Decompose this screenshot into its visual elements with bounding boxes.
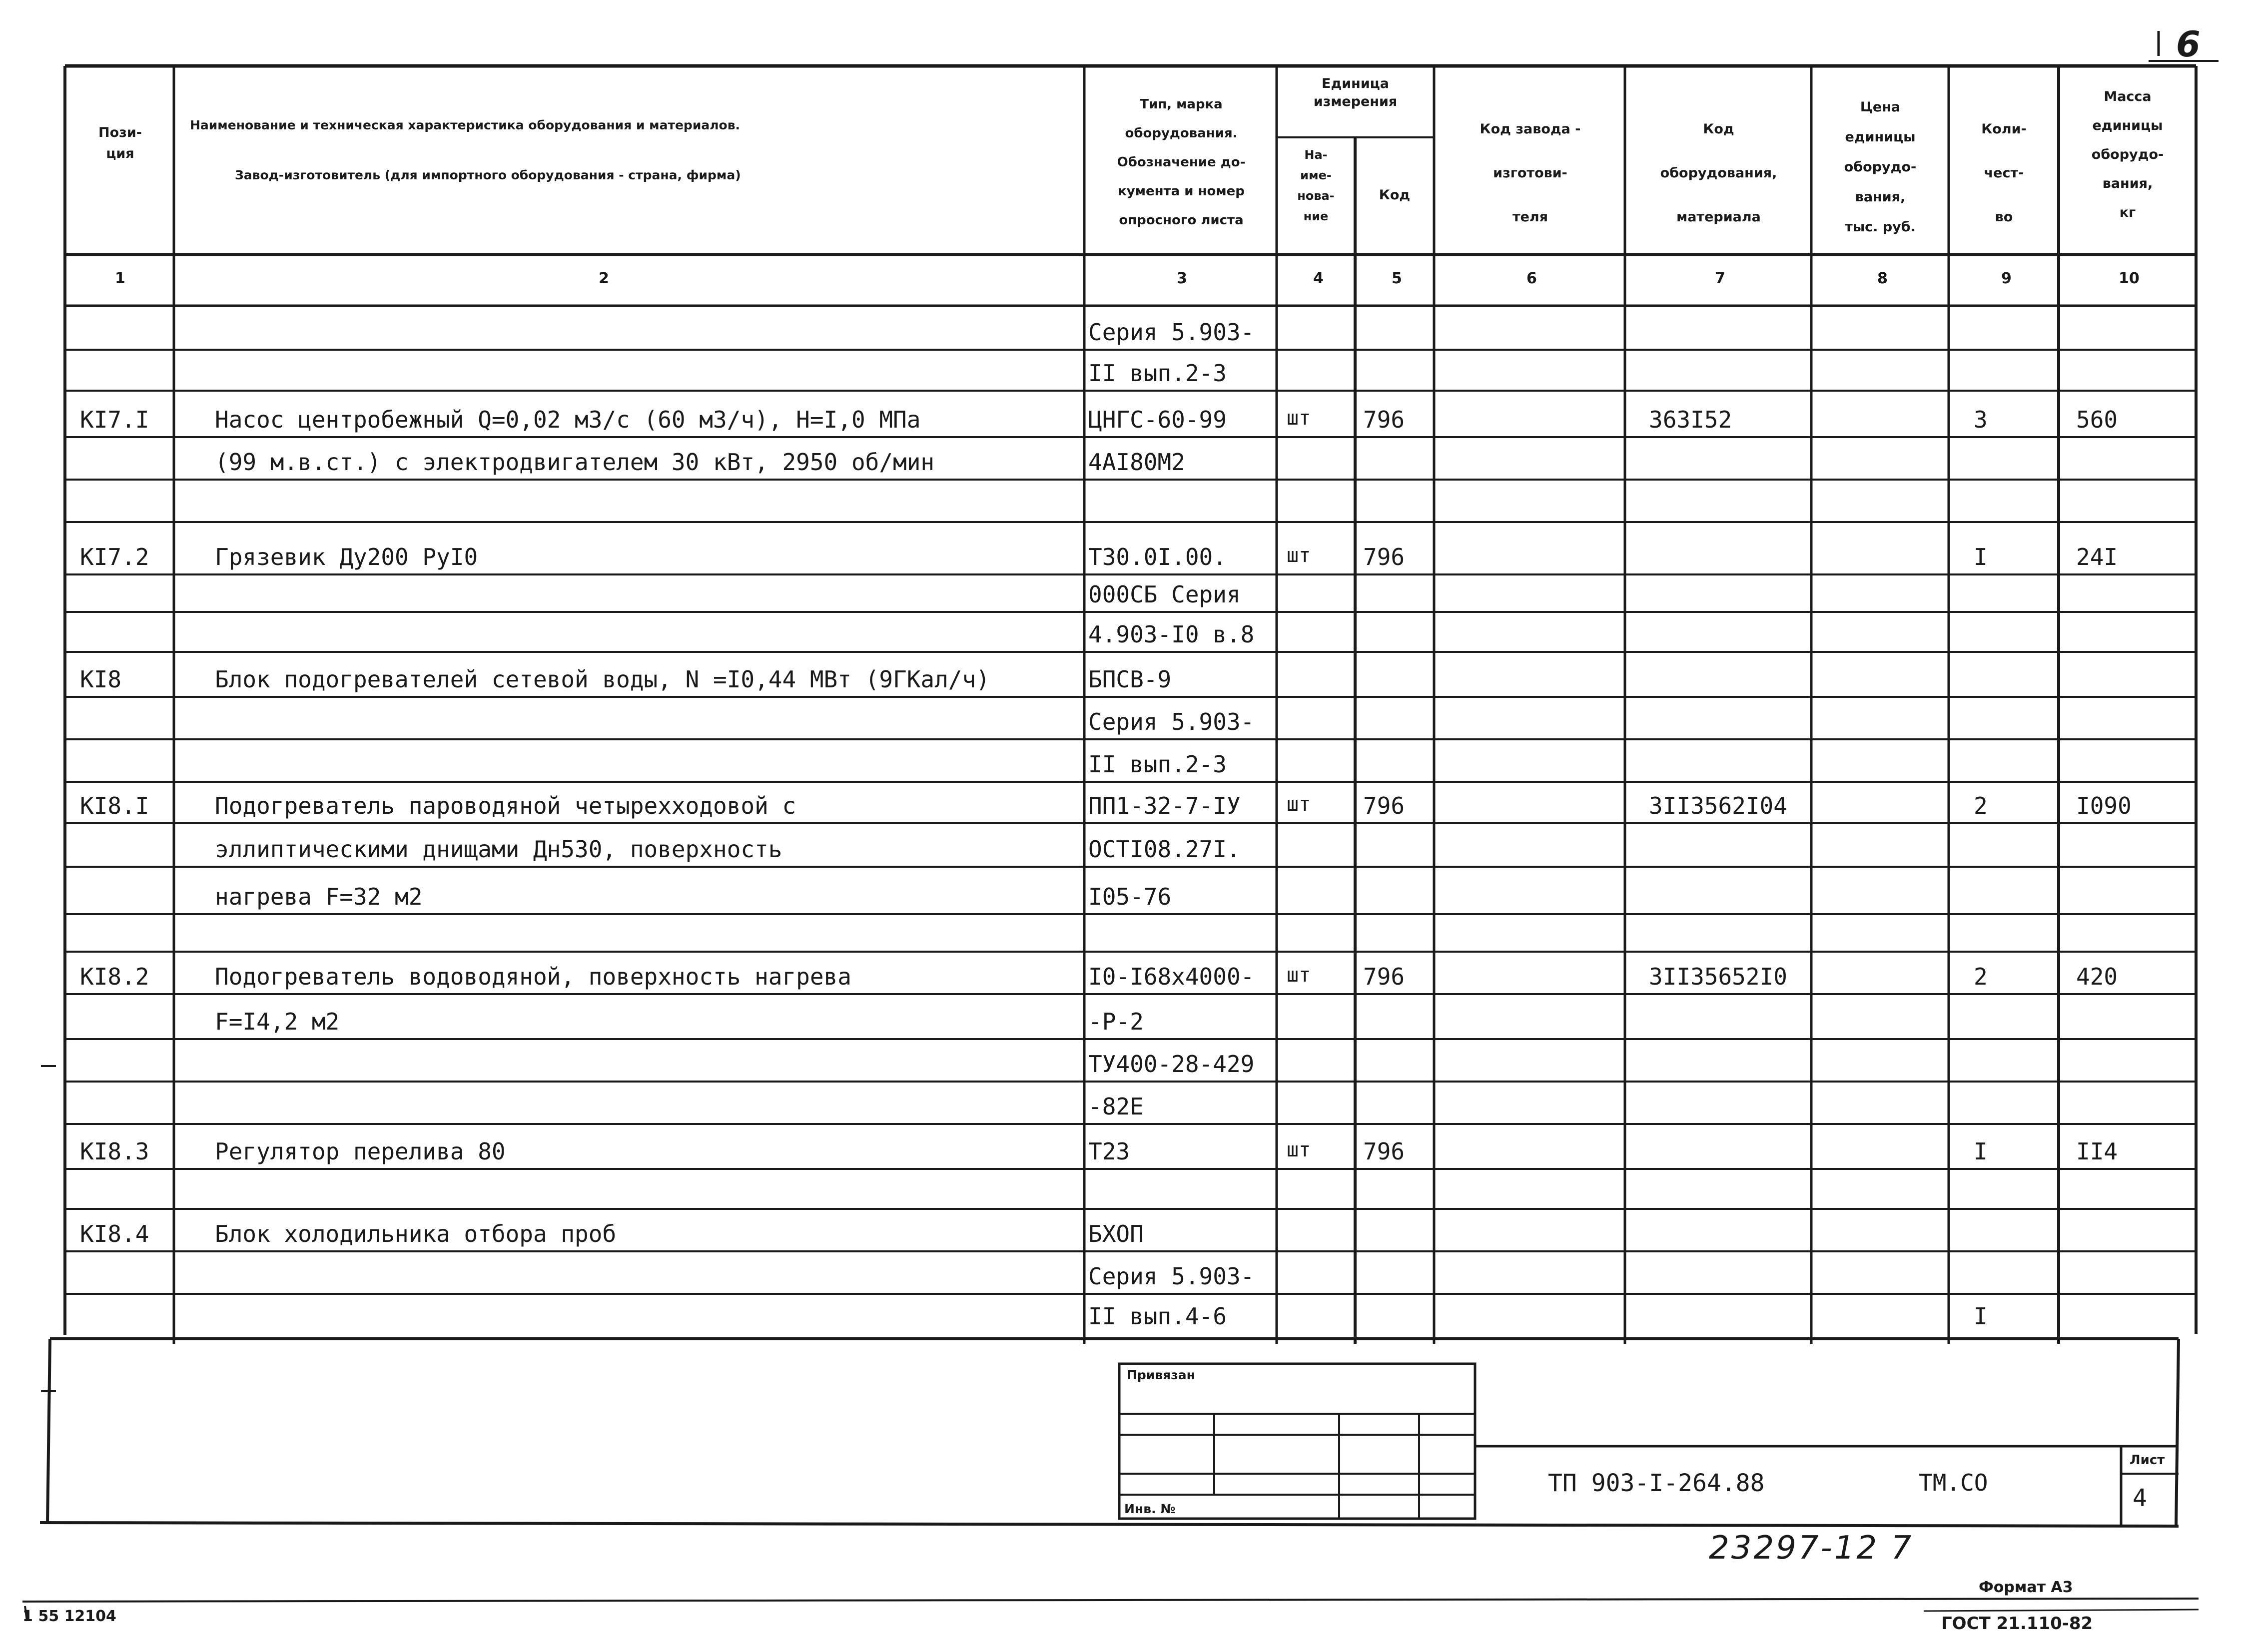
bottom-left-code: 1 55 12104 [22, 1608, 116, 1625]
header-col-equipment-code: Код оборудования, материала [1660, 121, 1777, 225]
col-number-4: 4 [1313, 270, 1324, 287]
cell-name: Блок холодильника отбора проб [215, 1220, 617, 1247]
col-number-8: 8 [1877, 270, 1888, 287]
col-number-3: 3 [1177, 270, 1187, 287]
stamp-privyazan: Привязан [1127, 1368, 1195, 1382]
handwritten-number: 23297-12 7 [1709, 1530, 1914, 1567]
cell-quantity: 3 [1974, 406, 1988, 433]
cell-type: -82Е [1088, 1093, 1144, 1120]
col-number-7: 7 [1715, 270, 1725, 287]
cell-type: Серия 5.903- [1088, 708, 1255, 735]
cell-type: 4.903-I0 в.8 [1088, 621, 1255, 648]
cell-mass: I090 [2076, 792, 2132, 819]
col-number-9: 9 [2001, 270, 2012, 287]
header-col-factory-code: Код завода - изготови- теля [1480, 121, 1581, 225]
cell-type: ЦНГС-60-99 [1088, 406, 1227, 433]
cell-type: Серия 5.903- [1088, 1263, 1255, 1290]
cell-position: KI8.3 [80, 1138, 149, 1165]
cell-equipment-code: 3II35652I0 [1649, 963, 1787, 990]
cell-equipment-code: 363I52 [1649, 406, 1732, 433]
cell-mass: 420 [2076, 963, 2118, 990]
header-col-mass: Масса единицы оборудо- вания, кг [2091, 89, 2164, 220]
cell-name: (99 м.в.ст.) с электродвигателем 30 кВт, 2950 об/мин [215, 449, 935, 476]
cell-position: KI8.2 [80, 963, 149, 990]
document-code: ТП 903-I-264.88 [1548, 1469, 1765, 1497]
cell-quantity: 2 [1974, 963, 1988, 990]
cell-type: Т30.0I.00. [1088, 544, 1227, 570]
header-col-name-line1: Наименование и техническая характеристика оборудования и материалов. [190, 118, 741, 132]
cell-position: KI7.I [80, 406, 149, 433]
cell-type: ТУ400-28-429 [1088, 1051, 1255, 1078]
cell-name: Регулятор перелива 80 [215, 1138, 506, 1165]
cell-quantity: I [1974, 1138, 1988, 1165]
cell-type: ПП1-32-7-IУ [1088, 792, 1241, 819]
cell-unit-code: 796 [1363, 544, 1405, 570]
cell-mass: II4 [2076, 1138, 2118, 1165]
cell-unit-code: 796 [1363, 963, 1405, 990]
format-label: Формат А3 [1979, 1579, 2073, 1596]
cell-type: -Р-2 [1088, 1008, 1144, 1035]
header-col-position: Пози- ция [98, 125, 142, 161]
cell-type: 4AI80M2 [1088, 449, 1185, 476]
cell-unit-code: 796 [1363, 1138, 1405, 1165]
cell-type: ОСТI08.27I. [1088, 836, 1241, 863]
cell-mass: 24I [2076, 544, 2118, 570]
header-col-type: Тип, марка оборудования. Обозначение до- кумента и номер опросного листа [1117, 97, 1246, 228]
document-mark: ТМ.СО [1919, 1469, 1988, 1496]
cell-equipment-code: 3II3562I04 [1649, 792, 1787, 819]
cell-position: KI8.I [80, 792, 149, 819]
cell-mass: 560 [2076, 406, 2118, 433]
header-col-quantity: Коли- чест- во [1981, 121, 2027, 225]
cell-name: Подогреватель водоводяной, поверхность нагрева [215, 963, 851, 990]
cell-unit: шт [1287, 1138, 1311, 1161]
cell-name: эллиптическими днищами Дн530, поверхность [215, 836, 782, 863]
cell-unit-code: 796 [1363, 792, 1405, 819]
cell-unit: шт [1287, 407, 1311, 430]
cell-type: II вып.2-3 [1088, 751, 1227, 778]
cell-type: II вып.2-3 [1088, 360, 1227, 387]
cell-type: I0-I68x4000- [1088, 963, 1255, 990]
cell-type: БПСВ-9 [1088, 666, 1172, 693]
cell-type: I05-76 [1088, 883, 1172, 910]
cell-type: БХОП [1088, 1220, 1144, 1247]
header-col-unit-group: Единица измерения [1313, 76, 1398, 109]
sheet-number: 4 [2133, 1484, 2147, 1512]
col-number-10: 10 [2119, 270, 2140, 287]
cell-position: KI8.4 [80, 1220, 149, 1247]
header-col-unit-name: На- име- нова- ние [1297, 148, 1335, 223]
col-number-6: 6 [1526, 270, 1537, 287]
cell-type: Т23 [1088, 1138, 1130, 1165]
cell-quantity: I [1974, 1303, 1988, 1330]
cell-unit: шт [1287, 544, 1311, 567]
cell-quantity: 2 [1974, 792, 1988, 819]
cell-type: II вып.4-6 [1088, 1303, 1227, 1330]
cell-position: KI8 [80, 666, 122, 693]
header-col-unit-code: Код [1379, 187, 1411, 203]
cell-type: Серия 5.903- [1088, 319, 1255, 346]
header-col-price: Цена единицы оборудо- вания, тыс. руб. [1844, 99, 1917, 235]
cell-name: Блок подогревателей сетевой воды, N =I0,44 МВт (9ГКал/ч) [215, 666, 990, 693]
col-number-1: 1 [115, 270, 125, 287]
col-number-2: 2 [599, 270, 609, 287]
cell-quantity: I [1974, 544, 1988, 570]
col-number-5: 5 [1392, 270, 1402, 287]
sheet-label: Лист [2130, 1453, 2165, 1468]
cell-name: нагрева F=32 м2 [215, 883, 423, 910]
cell-name: Подогреватель пароводяной четырехходовой с [215, 792, 796, 819]
cell-name: F=I4,2 м2 [215, 1008, 340, 1035]
cell-name: Грязевик Ду200 РуI0 [215, 544, 478, 570]
cell-name: Насос центробежный Q=0,02 м3/с (60 м3/ч), H=I,0 МПа [215, 406, 921, 433]
cell-position: KI7.2 [80, 544, 149, 570]
gost-label: ГОСТ 21.110-82 [1941, 1614, 2093, 1634]
cell-type: 000СБ Серия [1088, 581, 1241, 608]
header-col-name-line2: Завод-изготовитель (для импортного оборудования - страна, фирма) [235, 168, 741, 182]
stamp-inv-no: Инв. № [1124, 1502, 1176, 1516]
cell-unit: шт [1287, 793, 1311, 816]
corner-page-number: 6 [2176, 24, 2201, 65]
cell-unit-code: 796 [1363, 406, 1405, 433]
cell-unit: шт [1287, 964, 1311, 987]
